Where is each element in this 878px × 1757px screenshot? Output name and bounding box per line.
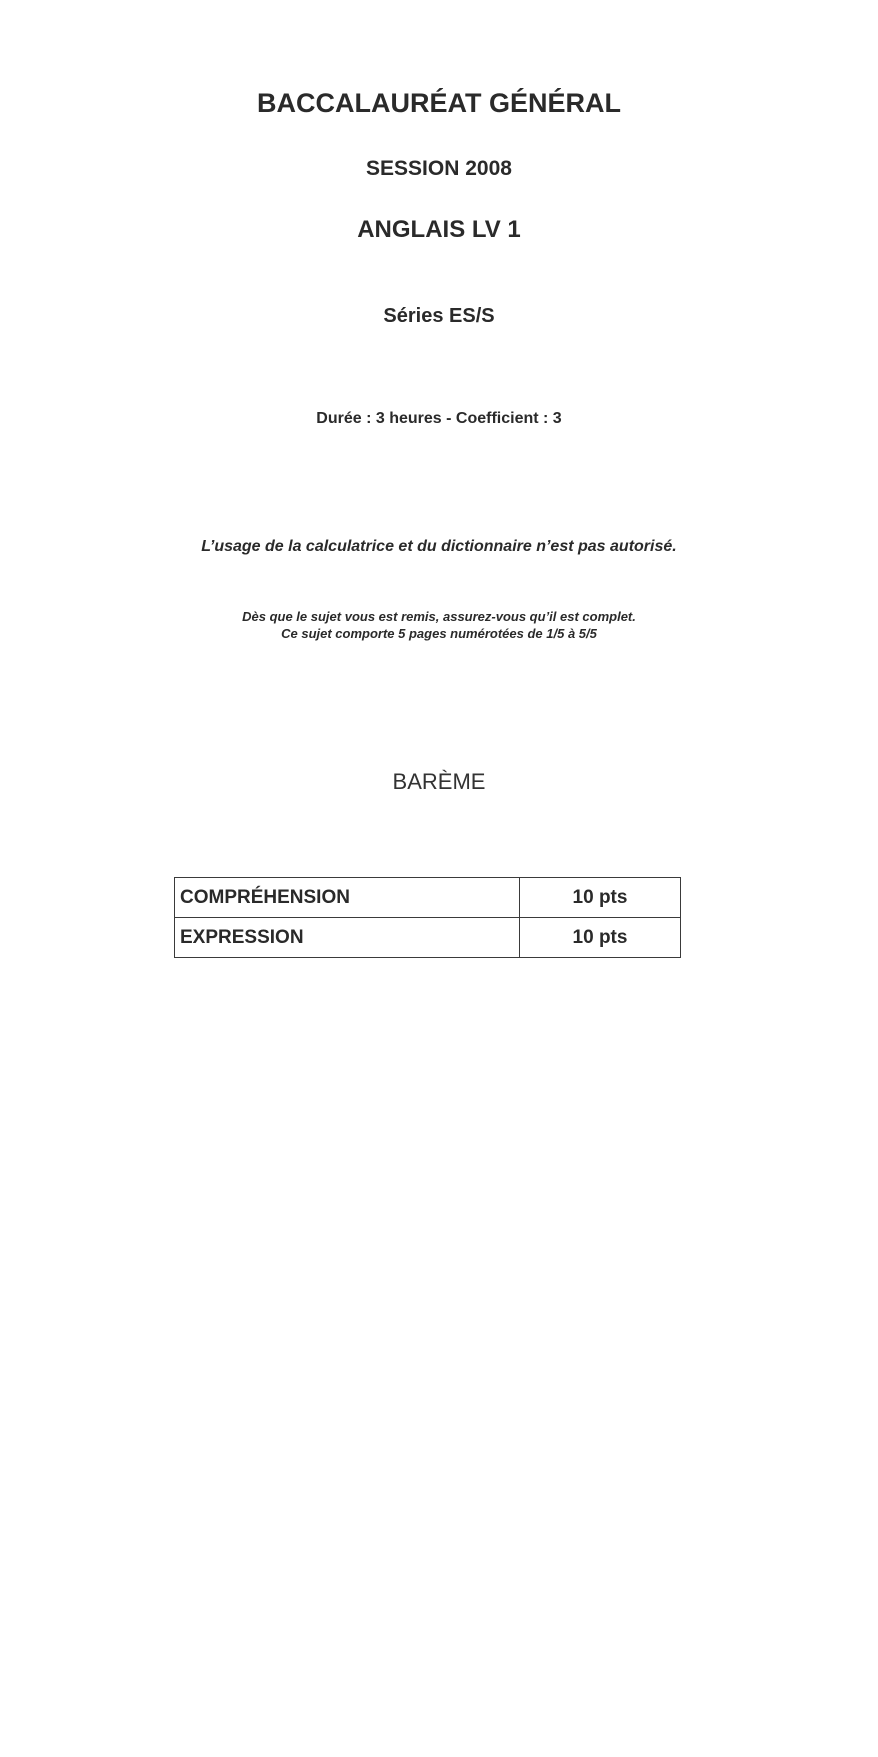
session-year: SESSION 2008 — [366, 157, 512, 180]
exam-title: BACCALAURÉAT GÉNÉRAL — [257, 88, 621, 118]
grading-title: BARÈME — [392, 769, 486, 794]
subject-title: ANGLAIS LV 1 — [357, 216, 521, 243]
section-name: EXPRESSION — [175, 918, 520, 958]
section-name: COMPRÉHENSION — [175, 878, 520, 918]
page-count-note: Ce sujet comporte 5 pages numérotées de 1/5 à 5/5 — [281, 626, 597, 641]
duration-coefficient: Durée : 3 heures - Coefficient : 3 — [316, 410, 562, 427]
table-row — [175, 878, 681, 918]
completeness-note: Dès que le sujet vous est remis, assurez-vous qu’il est complet. — [242, 609, 636, 624]
calculator-rule: L’usage de la calculatrice et du dictionnaire n’est pas autorisé. — [201, 538, 677, 555]
section-points: 10 pts — [520, 878, 681, 918]
table-row — [175, 918, 681, 958]
section-points: 10 pts — [520, 918, 681, 958]
series-label: Séries ES/S — [383, 305, 495, 327]
grading-table — [174, 877, 681, 958]
